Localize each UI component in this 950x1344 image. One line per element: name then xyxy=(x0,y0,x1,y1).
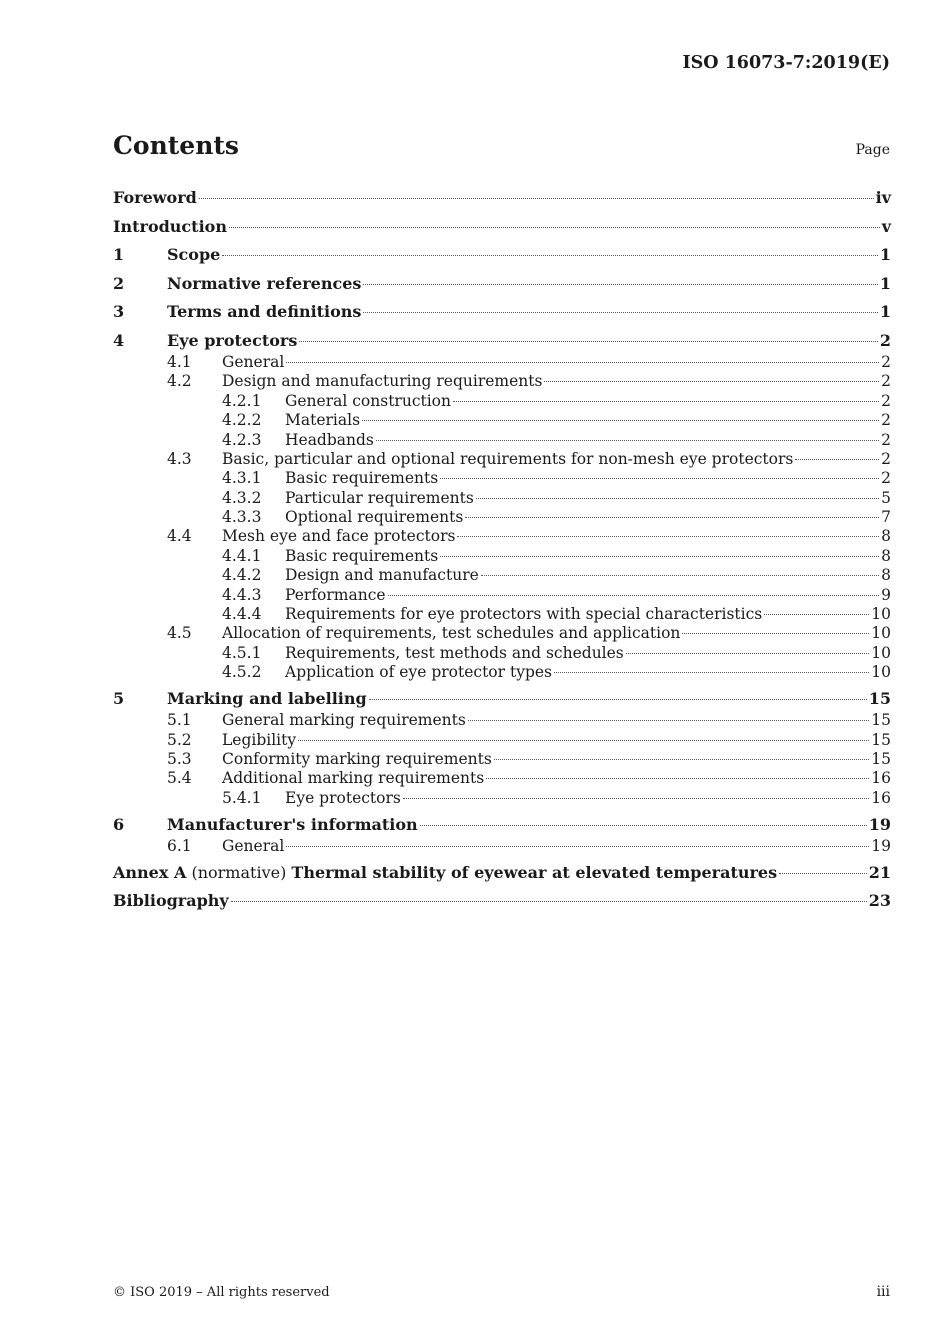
toc-entry-page: 15 xyxy=(871,711,891,730)
toc-entry-number: 4.2.1 xyxy=(222,391,262,410)
toc-entry-title: Normative references xyxy=(167,273,362,293)
toc-entry[interactable] xyxy=(113,837,891,856)
toc-entry[interactable] xyxy=(113,527,891,546)
toc-entry-number: 5 xyxy=(113,689,125,709)
toc-entry[interactable] xyxy=(113,469,891,488)
toc-entry-title: Introduction xyxy=(113,216,227,236)
toc-entry-page: 16 xyxy=(871,788,891,807)
document-code: ISO 16073-7:2019(E) xyxy=(682,53,890,73)
toc-entry-title: Requirements for eye protectors with special characteristics xyxy=(285,605,763,624)
toc-entry[interactable] xyxy=(113,431,891,450)
dot-leader xyxy=(440,478,879,479)
dot-leader xyxy=(363,312,877,313)
toc-entry-number: 5.4 xyxy=(167,769,192,788)
toc-entry-title: Eye protectors xyxy=(167,330,298,350)
toc-entry-title-pre: Annex A xyxy=(113,862,187,882)
toc-entry[interactable] xyxy=(113,329,891,353)
toc-entry-title: General xyxy=(222,352,285,371)
dot-leader xyxy=(682,633,869,634)
dot-leader xyxy=(363,284,877,285)
toc-entry-number: 4.5.2 xyxy=(222,663,262,682)
toc-entry-title-mid: (normative) xyxy=(186,862,292,882)
toc-entry-page: 2 xyxy=(881,352,891,371)
dot-leader xyxy=(298,740,869,741)
toc-entry-page: 1 xyxy=(879,302,891,322)
toc-entry-number: 4.2 xyxy=(167,372,192,391)
toc-entry-number: 5.3 xyxy=(167,749,192,768)
toc-entry-title: Foreword xyxy=(113,188,197,207)
toc-entry[interactable] xyxy=(113,372,891,391)
toc-entry[interactable] xyxy=(113,789,891,808)
toc-entry-page: 23 xyxy=(868,891,891,911)
toc-entry-page: 8 xyxy=(881,566,891,585)
toc-entry-number: 5.2 xyxy=(167,730,192,749)
toc-entry-title xyxy=(113,861,777,885)
toc-entry-title: Requirements, test methods and schedules xyxy=(285,643,624,662)
toc-entry-page: 5 xyxy=(881,488,891,507)
dot-leader xyxy=(795,459,879,460)
toc-entry[interactable] xyxy=(113,508,891,527)
dot-leader xyxy=(465,517,879,518)
toc-entry[interactable] xyxy=(113,605,891,624)
page-number: iii xyxy=(876,1284,890,1300)
toc-entry[interactable] xyxy=(113,272,891,296)
toc-entry-page: 1 xyxy=(879,273,891,293)
copyright-notice: © ISO 2019 – All rights reserved xyxy=(113,1285,330,1300)
toc-entry-title: Performance xyxy=(285,585,386,604)
toc-entry[interactable] xyxy=(113,624,891,643)
toc-entry[interactable] xyxy=(113,663,891,682)
dot-leader xyxy=(362,420,879,421)
toc-entry-number: 2 xyxy=(113,273,125,293)
toc-entry[interactable] xyxy=(113,769,891,788)
toc-entry-number: 4.4.1 xyxy=(222,546,262,565)
toc-entry-page: 19 xyxy=(868,814,891,834)
dot-leader xyxy=(764,614,869,615)
toc-entry-number: 6.1 xyxy=(167,836,192,855)
dot-leader xyxy=(457,536,879,537)
toc-entry-page: 21 xyxy=(868,862,891,882)
toc-entry-number: 4.3.2 xyxy=(222,488,262,507)
toc-entry-number: 4.2.3 xyxy=(222,430,262,449)
toc-entry[interactable] xyxy=(113,731,891,750)
toc-entry-title: Materials xyxy=(285,411,361,430)
toc-entry[interactable] xyxy=(113,392,891,411)
toc-entry-page: 9 xyxy=(881,585,891,604)
toc-entry-page: 2 xyxy=(881,391,891,410)
dot-leader xyxy=(231,901,867,902)
toc-entry[interactable] xyxy=(113,300,891,324)
toc-entry-page: 8 xyxy=(881,527,891,546)
toc-entry-page: 19 xyxy=(871,836,891,855)
toc-entry-number: 1 xyxy=(113,245,125,265)
dot-leader xyxy=(286,362,879,363)
toc-entry-title: Optional requirements xyxy=(285,508,464,527)
toc-entry-title: Basic requirements xyxy=(285,546,439,565)
toc-entry-title: Manufacturer's information xyxy=(167,814,418,834)
dot-leader xyxy=(476,498,879,499)
dot-leader xyxy=(440,556,879,557)
dot-leader xyxy=(494,759,869,760)
toc-entry-title: Allocation of requirements, test schedules and application xyxy=(222,624,681,643)
toc-entry-page: 2 xyxy=(879,330,891,350)
dot-leader xyxy=(468,720,869,721)
toc-entry-number: 4.3 xyxy=(167,449,192,468)
toc-entry[interactable] xyxy=(113,566,891,585)
toc-entry[interactable] xyxy=(113,813,891,837)
toc-entry-page: 2 xyxy=(881,411,891,430)
toc-entry-title: Eye protectors xyxy=(285,788,401,807)
toc-entry-title: General marking requirements xyxy=(222,711,466,730)
toc-entry[interactable] xyxy=(113,644,891,663)
dot-leader xyxy=(222,255,878,256)
page-title: Contents xyxy=(113,131,240,160)
toc-entry-title: Headbands xyxy=(285,430,374,449)
toc-entry-page: 10 xyxy=(871,663,891,682)
dot-leader xyxy=(626,653,870,654)
toc-entry-page: 16 xyxy=(871,769,891,788)
dot-leader xyxy=(544,381,879,382)
toc-entry-title-post: Thermal stability of eyewear at elevated temperatures xyxy=(291,862,778,882)
dot-leader xyxy=(486,778,869,779)
toc-entry-title: General construction xyxy=(285,391,451,410)
toc-entry-title: Legibility xyxy=(222,730,297,749)
dot-leader xyxy=(453,401,879,402)
table-of-contents xyxy=(113,186,891,913)
dot-leader xyxy=(388,595,880,596)
dot-leader xyxy=(403,798,869,799)
toc-entry-page: 15 xyxy=(871,730,891,749)
toc-entry-title: Additional marking requirements xyxy=(222,769,485,788)
toc-entry[interactable] xyxy=(113,215,891,239)
toc-entry-number: 4.4 xyxy=(167,527,192,546)
toc-entry[interactable] xyxy=(113,186,891,210)
dot-leader xyxy=(376,440,879,441)
toc-entry-number: 4.4.4 xyxy=(222,605,262,624)
toc-entry-title: Design and manufacture xyxy=(285,566,479,585)
toc-entry-page: 2 xyxy=(881,449,891,468)
toc-entry-page: 1 xyxy=(879,245,891,265)
toc-entry-page: 7 xyxy=(881,508,891,527)
toc-entry-title: Bibliography xyxy=(113,891,229,911)
toc-entry[interactable] xyxy=(113,889,891,913)
toc-entry[interactable] xyxy=(113,489,891,508)
toc-entry-page: 10 xyxy=(871,624,891,643)
toc-entry-page: 2 xyxy=(881,372,891,391)
toc-entry-title: Basic requirements xyxy=(285,469,439,488)
toc-entry[interactable] xyxy=(113,411,891,430)
toc-entry-title: Terms and definitions xyxy=(167,302,362,322)
toc-entry-number: 6 xyxy=(113,814,125,834)
toc-entry-title: Particular requirements xyxy=(285,488,474,507)
toc-entry-title: Marking and labelling xyxy=(167,689,367,709)
toc-entry-page: 10 xyxy=(871,643,891,662)
toc-entry-number: 5.4.1 xyxy=(222,788,262,807)
dot-leader xyxy=(286,846,869,847)
toc-entry[interactable] xyxy=(113,750,891,769)
toc-entry-number: 4.2.2 xyxy=(222,411,262,430)
toc-entry-page: 15 xyxy=(868,689,891,709)
toc-entry[interactable] xyxy=(113,687,891,711)
toc-entry-number: 4.5 xyxy=(167,624,192,643)
toc-entry[interactable] xyxy=(113,586,891,605)
toc-entry-title: Basic, particular and optional requirements for non-mesh eye protectors xyxy=(222,449,794,468)
toc-entry[interactable] xyxy=(113,243,891,267)
toc-entry-page: 2 xyxy=(881,469,891,488)
toc-entry-title: Conformity marking requirements xyxy=(222,749,492,768)
dot-leader xyxy=(420,825,867,826)
toc-entry-page: iv xyxy=(875,188,891,207)
toc-entry[interactable] xyxy=(113,547,891,566)
dot-leader xyxy=(369,699,867,700)
dot-leader xyxy=(199,198,874,199)
toc-entry[interactable] xyxy=(113,450,891,469)
toc-entry-number: 4.3.1 xyxy=(222,469,262,488)
toc-entry-title: Design and manufacturing requirements xyxy=(222,372,543,391)
toc-entry-title: Mesh eye and face protectors xyxy=(222,527,456,546)
page-column-label: Page xyxy=(855,142,890,158)
toc-entry-number: 4.4.3 xyxy=(222,585,262,604)
toc-entry-page: 8 xyxy=(881,546,891,565)
toc-entry-number: 4.5.1 xyxy=(222,643,262,662)
toc-entry-page: 15 xyxy=(871,749,891,768)
dot-leader xyxy=(481,575,879,576)
toc-entry[interactable] xyxy=(113,861,891,885)
toc-entry-page: 10 xyxy=(871,605,891,624)
toc-entry-title: Application of eye protector types xyxy=(285,663,553,682)
toc-entry-page: v xyxy=(881,216,891,236)
toc-entry-number: 4.1 xyxy=(167,352,192,371)
toc-entry-number: 5.1 xyxy=(167,711,192,730)
toc-entry-number: 3 xyxy=(113,302,125,322)
dot-leader xyxy=(554,672,869,673)
dot-leader xyxy=(229,227,880,228)
toc-entry-title: Scope xyxy=(167,245,221,265)
toc-entry[interactable] xyxy=(113,711,891,730)
toc-entry-number: 4.4.2 xyxy=(222,566,262,585)
toc-entry-number: 4.3.3 xyxy=(222,508,262,527)
toc-entry-page: 2 xyxy=(881,430,891,449)
toc-entry[interactable] xyxy=(113,353,891,372)
toc-entry-number: 4 xyxy=(113,330,125,350)
dot-leader xyxy=(779,873,867,874)
toc-entry-title: General xyxy=(222,836,285,855)
dot-leader xyxy=(299,341,878,342)
